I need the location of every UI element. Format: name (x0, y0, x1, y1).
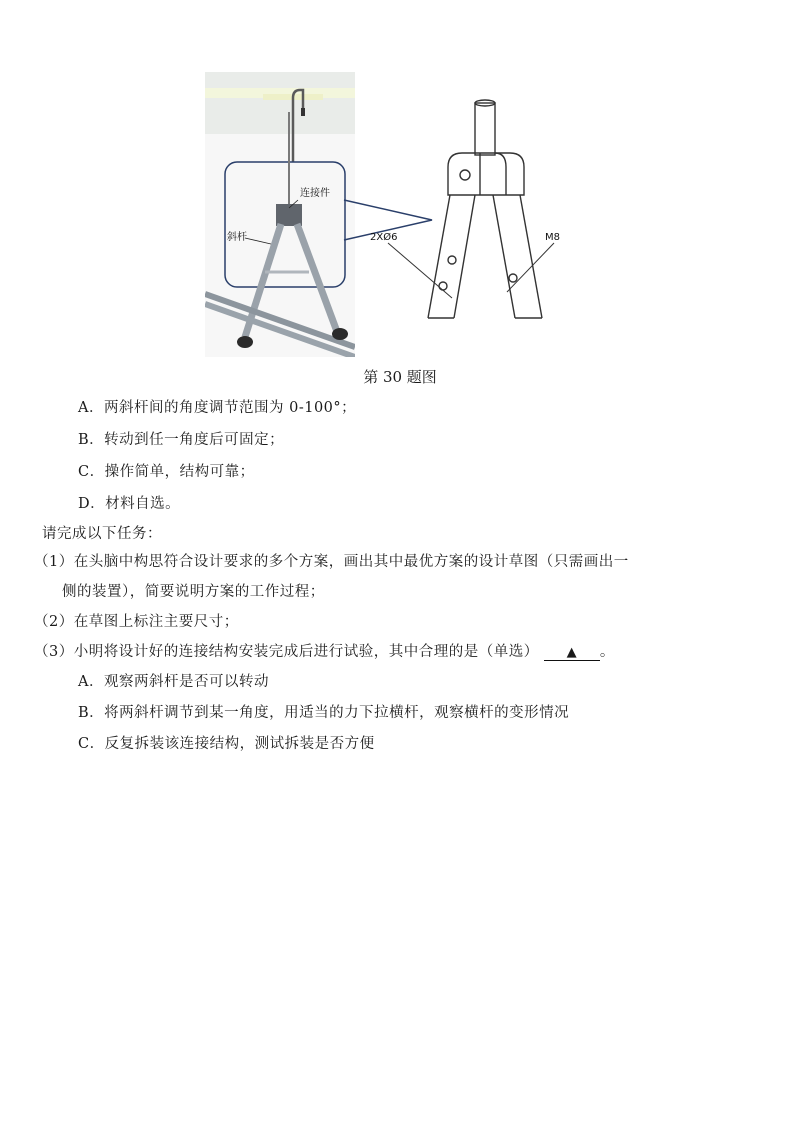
choice-text: 观察两斜杆是否可以转动 (103, 674, 269, 690)
bolt-dimension-label: M8 (545, 232, 560, 243)
requirement-letter: C． (78, 464, 105, 480)
figure-caption: 第 30 题图 (363, 368, 437, 386)
choice-letter: A． (78, 674, 104, 690)
task-1-line-2: 侧的装置），简要说明方案的工作过程； (62, 584, 325, 600)
holes-dimension-label: 2XØ6 (370, 232, 398, 243)
choice-a (78, 670, 269, 691)
requirement-letter: B． (78, 432, 105, 448)
task-2: （2）在草图上标注主要尺寸； (34, 614, 239, 630)
answer-blank[interactable]: ▲ (544, 646, 600, 661)
choice-letter: C． (78, 736, 105, 752)
choice-text: 反复拆装该连接结构，测试拆装是否方便 (104, 736, 375, 752)
requirement-text: 转动到任一角度后可固定； (104, 432, 285, 448)
choice-c (78, 732, 375, 753)
requirement-letter: D． (78, 496, 106, 512)
choice-b (78, 701, 569, 722)
task-3-text: （3）小明将设计好的连接结构安装完成后进行试验，其中合理的是（单选） (34, 644, 539, 660)
choice-text: 将两斜杆调节到某一角度，用适当的力下拉横杆，观察横杆的变形情况 (104, 705, 570, 721)
task-1-line-1: （1）在头脑中构思符合设计要求的多个方案，画出其中最优方案的设计草图（只需画出一 (34, 554, 629, 570)
oblique-rod-label: 斜杆 (227, 232, 247, 243)
connector-drawing (330, 95, 560, 330)
requirement-text: 操作简单，结构可靠； (104, 464, 255, 480)
requirement-text: 材料自选。 (105, 496, 181, 512)
connector-line-drawing (330, 95, 560, 330)
requirement-text: 两斜杆间的角度调节范围为 0-100°； (103, 400, 357, 416)
tasks-intro: 请完成以下任务： (42, 526, 162, 542)
requirement-a (78, 396, 356, 417)
requirement-letter: A． (78, 400, 104, 416)
choice-letter: B． (78, 705, 105, 721)
requirement-d (78, 492, 180, 513)
connector-label: 连接件 (300, 188, 330, 199)
task-3 (34, 640, 615, 661)
requirement-c (78, 460, 255, 481)
task-3-end: 。 (599, 644, 615, 660)
requirement-b (78, 428, 284, 449)
